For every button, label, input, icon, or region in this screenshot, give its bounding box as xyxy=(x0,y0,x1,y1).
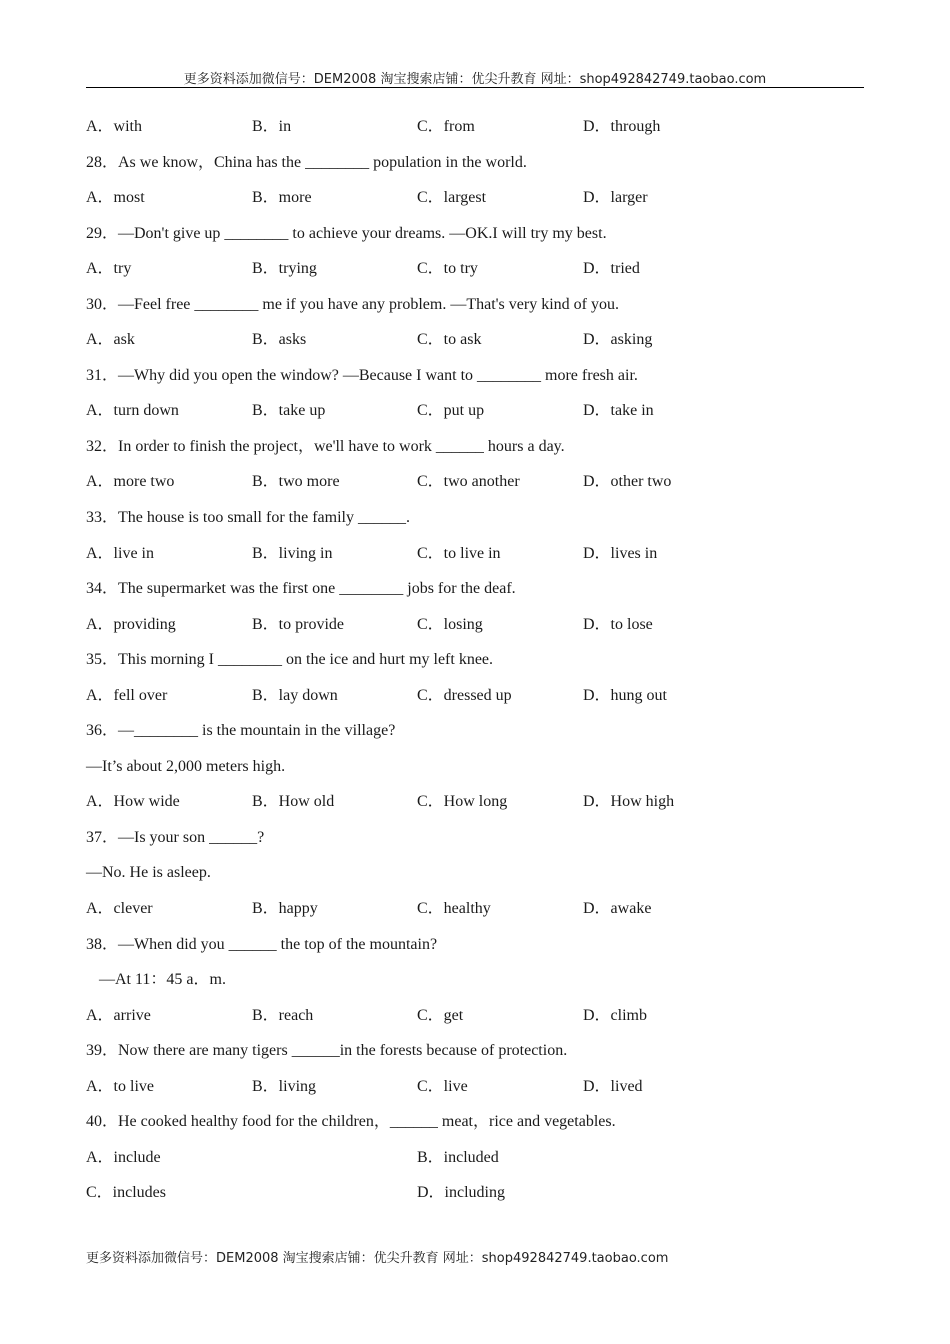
q34-option-b: B．to provide xyxy=(252,615,344,633)
q38-options xyxy=(86,998,866,1034)
q32-option-a: A．more two xyxy=(86,473,175,491)
q40-option-c: C．includes xyxy=(86,1184,166,1202)
page-footer: 更多资料添加微信号：DEM2008 淘宝搜索店铺：优尖升教育 网址：shop492842749.taobao.com xyxy=(86,1251,669,1266)
q29-options xyxy=(86,251,866,287)
q29-stem: 29．—Don't give up ________ to achieve your dreams. —OK.I will try my best. xyxy=(86,224,607,242)
q29-option-a: A．try xyxy=(86,260,132,278)
q37-options xyxy=(86,891,866,927)
q35-options xyxy=(86,678,866,714)
q34-option-d: D．to lose xyxy=(583,615,653,633)
q40-option-d: D．including xyxy=(417,1184,505,1202)
q37-reply: —No. He is asleep. xyxy=(86,864,211,882)
q33-stem: 33．The house is too small for the family ______. xyxy=(86,509,410,527)
q40-options-row2 xyxy=(86,1175,866,1211)
q33-option-a: A．live in xyxy=(86,544,154,562)
q35-stem: 35．This morning I ________ on the ice and hurt my left knee. xyxy=(86,651,494,669)
q39-option-a: A．to live xyxy=(86,1077,154,1095)
q39-option-c: C．live xyxy=(417,1077,468,1095)
q34-option-a: A．providing xyxy=(86,615,176,633)
q36-reply: —It’s about 2,000 meters high. xyxy=(86,757,286,775)
q33-option-c: C．to live in xyxy=(417,544,501,562)
q40-options-row1 xyxy=(86,1140,866,1176)
q30-stem: 30．—Feel free ________ me if you have any problem. —That's very kind of you. xyxy=(86,295,619,313)
q30-options xyxy=(86,322,866,358)
q32-option-c: C．two another xyxy=(417,473,520,491)
q33-option-b: B．living in xyxy=(252,544,333,562)
header-divider xyxy=(86,87,864,88)
q36-option-c: C．How long xyxy=(417,793,508,811)
q39-stem: 39．Now there are many tigers ______in the forests because of protection. xyxy=(86,1042,568,1060)
q31-option-d: D．take in xyxy=(583,402,654,420)
q29-option-c: C．to try xyxy=(417,260,478,278)
q36-option-a: A．How wide xyxy=(86,793,180,811)
q32-option-d: D．other two xyxy=(583,473,672,491)
q28-option-d: D．larger xyxy=(583,189,648,207)
q29-option-d: D．tried xyxy=(583,260,640,278)
q36-option-b: B．How old xyxy=(252,793,335,811)
q37-option-b: B．happy xyxy=(252,900,318,918)
q32-stem: 32．In order to finish the project，we'll have to work ______ hours a day. xyxy=(86,437,565,455)
q34-options xyxy=(86,607,866,643)
q31-option-b: B．take up xyxy=(252,402,326,420)
q31-option-a: A．turn down xyxy=(86,402,179,420)
q30-option-a: A．ask xyxy=(86,331,135,349)
q37-option-d: D．awake xyxy=(583,900,652,918)
q38-option-a: A．arrive xyxy=(86,1006,151,1024)
q37-option-c: C．healthy xyxy=(417,900,491,918)
q36-option-d: D．How high xyxy=(583,793,675,811)
q35-option-d: D．hung out xyxy=(583,686,668,704)
q35-option-b: B．lay down xyxy=(252,686,338,704)
q38-option-c: C．get xyxy=(417,1006,464,1024)
q40-option-b: B．included xyxy=(417,1148,499,1166)
q30-option-c: C．to ask xyxy=(417,331,482,349)
q30-option-b: B．asks xyxy=(252,331,307,349)
q27-option-c: C．from xyxy=(417,118,475,135)
q36-options xyxy=(86,784,866,820)
q39-option-d: D．lived xyxy=(583,1077,643,1095)
q28-option-c: C．largest xyxy=(417,189,487,207)
q38-stem: 38．—When did you ______ the top of the mountain? xyxy=(86,935,438,953)
q28-stem: 28．As we know，China has the ________ population in the world. xyxy=(86,153,527,171)
q30-option-d: D．asking xyxy=(583,331,653,349)
q27-option-b: B．in xyxy=(252,118,292,135)
q40-option-a: A．include xyxy=(86,1148,161,1166)
q39-option-b: B．living xyxy=(252,1077,317,1095)
q28-options xyxy=(86,180,866,216)
q34-option-c: C．losing xyxy=(417,615,483,633)
q27-options xyxy=(86,109,866,145)
q31-option-c: C．put up xyxy=(417,402,485,420)
page-header: 更多资料添加微信号：DEM2008 淘宝搜索店铺：优尖升教育 网址：shop492842749.taobao.com xyxy=(183,72,767,87)
q33-option-d: D．lives in xyxy=(583,544,658,562)
q38-reply: —At 11：45 a．m. xyxy=(99,971,226,989)
q27-option-a: A．with xyxy=(86,118,143,135)
q28-option-a: A．most xyxy=(86,189,145,207)
q31-stem: 31．—Why did you open the window? —Because I want to ________ more fresh air. xyxy=(86,366,638,384)
q34-stem: 34．The supermarket was the first one ________ jobs for the deaf. xyxy=(86,580,516,598)
q32-options xyxy=(86,464,866,500)
q37-stem: 37．—Is your son ______? xyxy=(86,828,265,846)
q40-stem: 40．He cooked healthy food for the children，______ meat，rice and vegetables. xyxy=(86,1113,616,1131)
q33-options xyxy=(86,536,866,572)
q39-options xyxy=(86,1069,866,1105)
q37-option-a: A．clever xyxy=(86,900,153,918)
q38-option-b: B．reach xyxy=(252,1006,314,1024)
q28-option-b: B．more xyxy=(252,189,312,207)
q38-option-d: D．climb xyxy=(583,1006,647,1024)
q27-option-d: D．through xyxy=(583,118,661,135)
q32-option-b: B．two more xyxy=(252,473,340,491)
q36-stem: 36．—________ is the mountain in the village? xyxy=(86,722,396,740)
q35-option-c: C．dressed up xyxy=(417,686,512,704)
q35-option-a: A．fell over xyxy=(86,686,168,704)
q29-option-b: B．trying xyxy=(252,260,317,278)
q31-options xyxy=(86,393,866,429)
question-list xyxy=(86,109,866,1211)
